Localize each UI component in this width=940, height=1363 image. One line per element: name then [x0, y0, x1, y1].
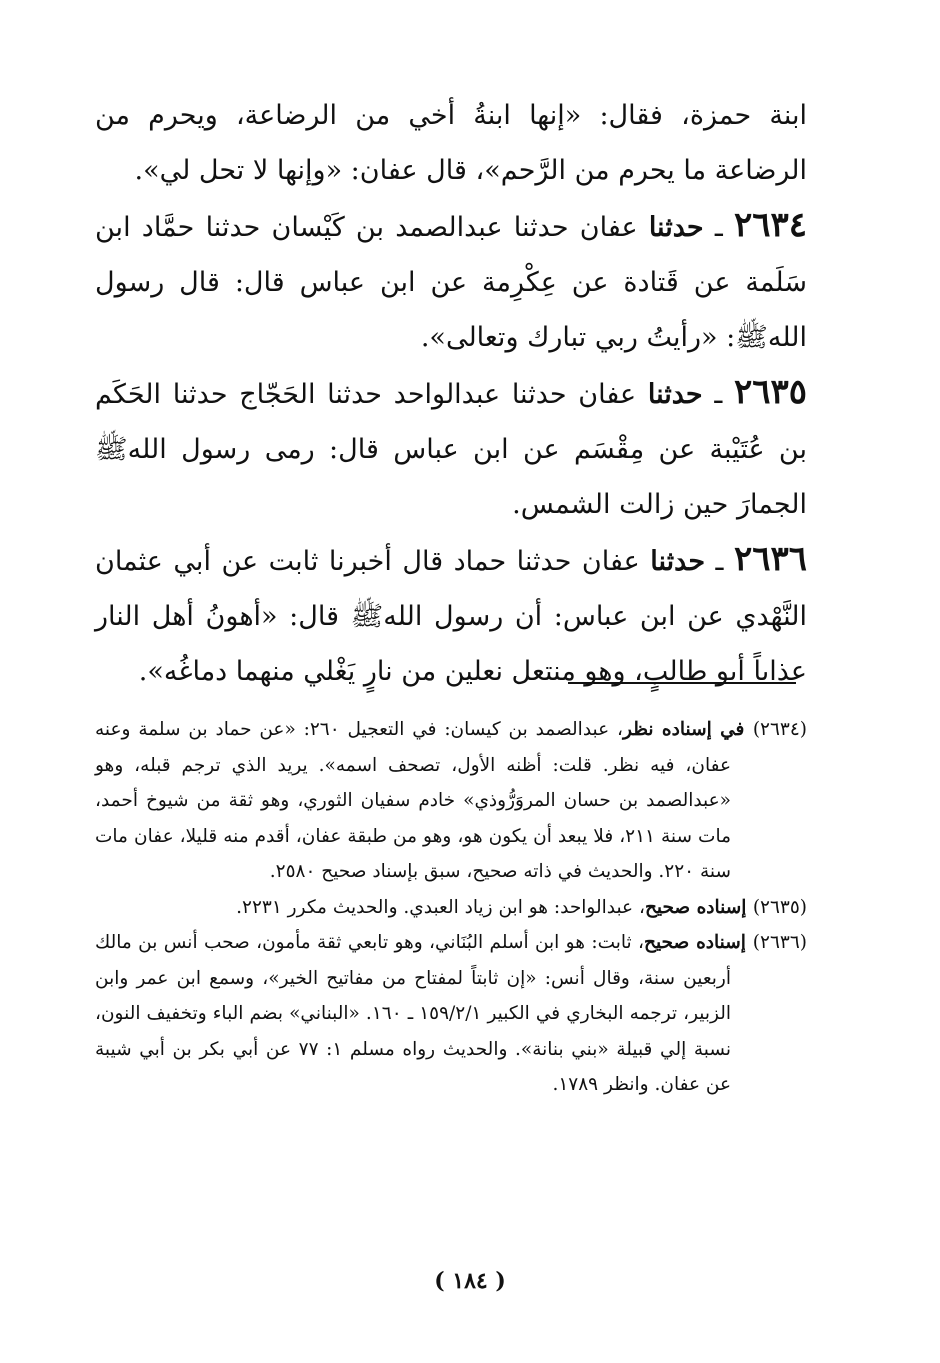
footnote-ref: (٢٦٣٥)	[752, 896, 807, 918]
hadith-2635	[95, 365, 807, 532]
footnote-grading: في إسناده نظر	[622, 719, 753, 740]
hadith-separator: ـ	[703, 212, 734, 243]
footnote-grading: إسناده صحيح	[644, 896, 753, 918]
footnote-grading: إسناده صحيح	[644, 932, 753, 953]
hadith-separator: ـ	[702, 379, 734, 410]
hadith-number: ٢٦٣٤	[733, 205, 808, 245]
footnote-text: ، عبدالواحد: هو ابن زياد العبدي. والحديث مكرر ٢٢٣١.	[236, 896, 645, 918]
footnote-2634	[95, 712, 807, 890]
footnote-text: ، عبدالصمد بن كيسان: في التعجيل ٢٦٠: «عن حماد بن سلمة وعنه عفان، فيه نظر. قلت: أظنه الأول، تصحف اسمه». يريد الذي ترجم قبله، وهو «عبدالصمد بن حسان المروَرُّوذي» خادم سفيان الثوري، وهو ثقة من شيوخ أحمد، مات سنة ٢١١، فلا يبعد أن يكون هو، وهو من طبقة عفان، أقدم منه قليلا، عفان مات سنة ٢٢٠. والحديث في ذاته صحيح، سبق بإسناد صحيح ٢٥٨٠.	[95, 719, 731, 882]
footnotes	[95, 712, 807, 1103]
hadith-opening: حدثنا	[647, 379, 703, 410]
hadith-opening: حدثنا	[650, 546, 706, 577]
main-text-block	[95, 88, 807, 699]
footnote-2635	[95, 890, 807, 926]
hadith-text: عفان حدثنا عبدالصمد بن كَيْسان حدثنا حمَّاد ابن سَلَمة عن قَتادة عن عِكْرِمة عن ابن عباس قال: قال رسول اللهﷺ: «رأيتُ ربي تبارك وتعالى».	[95, 212, 807, 353]
footnote-ref: (٢٦٣٦)	[752, 932, 807, 953]
footnote-ref: (٢٦٣٤)	[752, 719, 807, 740]
continuation-paragraph: ابنة حمزة، فقال: «إنها ابنةُ أخي من الرضاعة، ويحرم من الرضاعة ما يحرم من الرَّحم»، قال عفان: «وإنها لا تحل لي».	[95, 100, 807, 186]
hadith-separator: ـ	[705, 546, 734, 577]
hadith-2636	[95, 532, 807, 699]
footnote-text: ، ثابت: هو ابن أسلم البُنَاني، وهو تابعي ثقة مأمون، صحب أنس بن مالك أربعين سنة، وقال أنس: «إن ثابتاً لمفتاح من مفاتيح الخير»، وسمع ابن عمر وابن الزبير، ترجمه البخاري في الكبير ١٥٩/٢/١ ـ ١٦٠. «البناني» بضم الباء وتخفيف النون، نسبة إلي قبيلة «بني بنانة». والحديث رواه مسلم ١: ٧٧ عن أبي بكر بن أبي شيبة عن عفان. وانظر ١٧٨٩.	[95, 932, 732, 1095]
hadith-number: ٢٦٣٥	[733, 372, 807, 412]
hadith-opening: حدثنا	[648, 212, 704, 243]
hadith-2634	[95, 198, 807, 365]
footnote-divider	[568, 682, 796, 684]
page-number: ( ١٨٤ )	[434, 1268, 506, 1294]
hadith-text: عفان حدثنا عبدالواحد حدثنا الحَجّاج حدثنا الحَكَم بن عُتَيْبة عن مِقْسَم عن ابن عباس قال: رمى رسول اللهﷺ الجمارَ حين زالت الشمس.	[95, 379, 807, 520]
main-text	[95, 88, 807, 699]
hadith-number: ٢٦٣٦	[733, 539, 807, 579]
footnote-2636	[95, 925, 807, 1103]
hadith-text: عفان حدثنا حماد قال أخبرنا ثابت عن أبي عثمان النَّهْدي عن ابن عباس: أن رسول اللهﷺ قال: «أهونُ أهل النار عذاباً أبو طالبٍ، وهو منتعل نعلين من نارٍ يَغْلي منهما دماغُه».	[95, 546, 807, 687]
